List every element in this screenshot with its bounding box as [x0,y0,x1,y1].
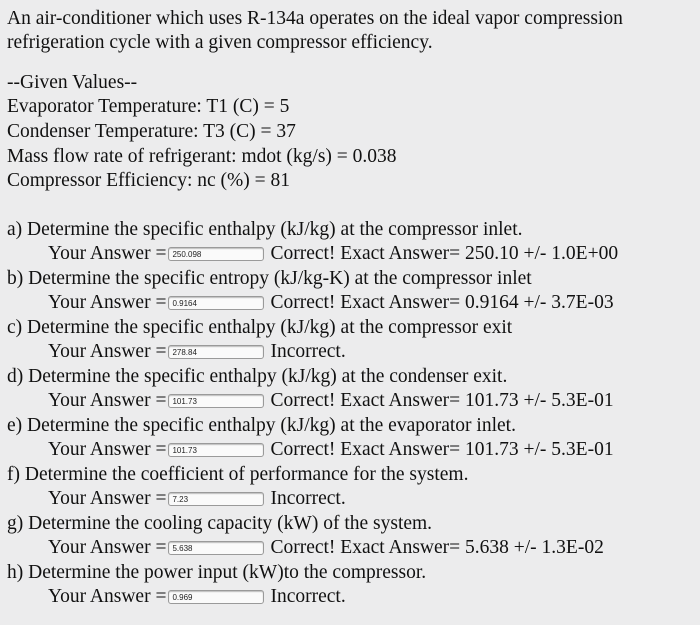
answer-input-c[interactable]: 278.84 [168,345,264,359]
answer-row-c [48,341,346,363]
answer-row-g [48,537,604,559]
intro-line-1: An air-conditioner which uses R-134a operates on the ideal vapor compression [7,8,623,29]
question-h: h) Determine the power input (kW)to the compressor. [7,562,427,583]
answer-row-f [48,488,346,510]
answer-row-d [48,390,614,412]
answer-row-h [48,586,346,608]
answer-label: Your Answer = [48,439,167,460]
answer-label: Your Answer = [48,341,167,362]
answer-label: Your Answer = [48,586,167,607]
answer-input-d[interactable]: 101.73 [168,394,264,408]
given-evaporator-temperature: Evaporator Temperature: T1 (C) = 5 [7,96,290,117]
intro-line-2: refrigeration cycle with a given compressor efficiency. [7,32,433,53]
answer-status-h: Incorrect. [270,586,346,607]
answer-label: Your Answer = [48,292,167,313]
question-g: g) Determine the cooling capacity (kW) of the system. [7,513,433,534]
answer-input-b[interactable]: 0.9164 [168,296,264,310]
given-compressor-efficiency: Compressor Efficiency: nc (%) = 81 [7,170,291,191]
answer-input-a[interactable]: 250.098 [168,247,264,261]
question-a: a) Determine the specific enthalpy (kJ/kg) at the compressor inlet. [7,219,523,240]
answer-status-d: Correct! Exact Answer= 101.73 +/- 5.3E-01 [270,390,614,411]
answer-label: Your Answer = [48,243,167,264]
given-condenser-temperature: Condenser Temperature: T3 (C) = 37 [7,121,296,142]
answer-input-g[interactable]: 5.638 [168,541,264,555]
answer-status-f: Incorrect. [270,488,346,509]
question-b: b) Determine the specific entropy (kJ/kg-K) at the compressor inlet [7,268,532,289]
answer-row-a [48,243,618,265]
question-d: d) Determine the specific enthalpy (kJ/kg) at the condenser exit. [7,366,508,387]
answer-label: Your Answer = [48,488,167,509]
answer-status-g: Correct! Exact Answer= 5.638 +/- 1.3E-02 [270,537,604,558]
question-f: f) Determine the coefficient of performance for the system. [7,464,469,485]
answer-row-e [48,439,614,461]
answer-status-e: Correct! Exact Answer= 101.73 +/- 5.3E-01 [270,439,614,460]
question-c: c) Determine the specific enthalpy (kJ/kg) at the compressor exit [7,317,513,338]
answer-row-b [48,292,614,314]
answer-label: Your Answer = [48,537,167,558]
answer-input-h[interactable]: 0.969 [168,590,264,604]
answer-status-a: Correct! Exact Answer= 250.10 +/- 1.0E+00 [270,243,619,264]
answer-label: Your Answer = [48,390,167,411]
answer-status-c: Incorrect. [270,341,346,362]
answer-status-b: Correct! Exact Answer= 0.9164 +/- 3.7E-03 [270,292,614,313]
given-values-header: --Given Values-- [7,72,138,93]
answer-input-e[interactable]: 101.73 [168,443,264,457]
question-e: e) Determine the specific enthalpy (kJ/kg) at the evaporator inlet. [7,415,516,436]
answer-input-f[interactable]: 7.23 [168,492,264,506]
given-mass-flow-rate: Mass flow rate of refrigerant: mdot (kg/s) = 0.038 [7,146,397,167]
